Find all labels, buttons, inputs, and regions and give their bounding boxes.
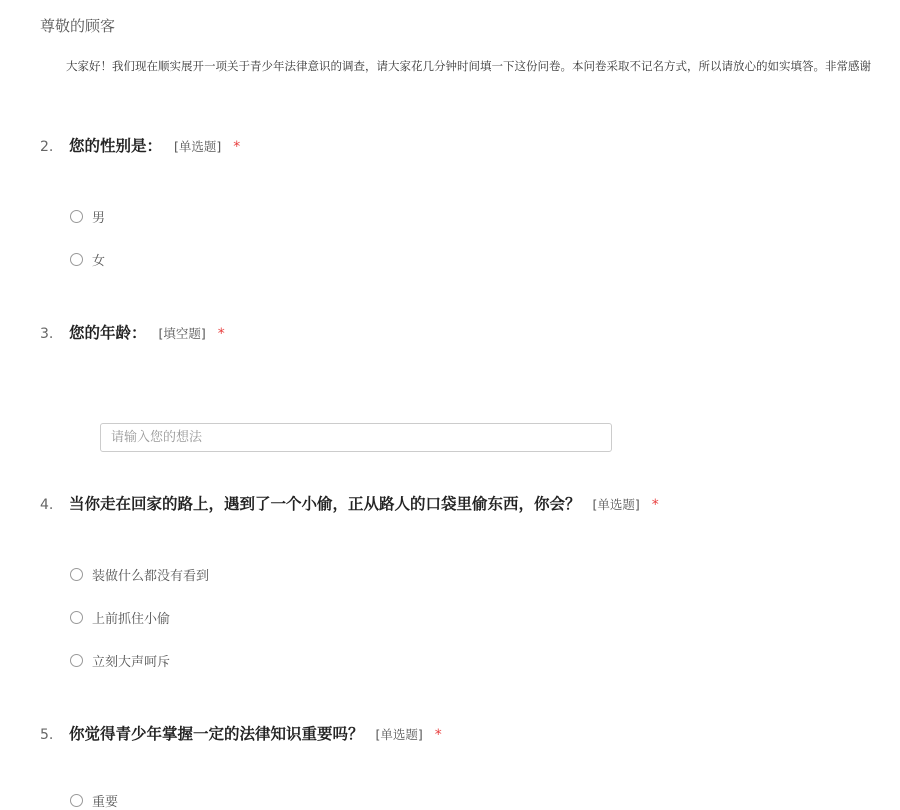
question-4-header [40, 492, 659, 516]
question-4-number: 4. [40, 497, 54, 513]
question-5-option-important[interactable] [70, 790, 118, 810]
question-5-required-mark: * [434, 727, 442, 743]
radio-icon[interactable] [70, 568, 83, 581]
question-4-option-shout[interactable] [70, 650, 170, 670]
question-4-option-ignore[interactable] [70, 564, 209, 584]
radio-icon[interactable] [70, 794, 83, 807]
age-input[interactable] [100, 423, 612, 452]
question-2-type: [单选题] [174, 139, 222, 154]
radio-icon[interactable] [70, 210, 83, 223]
question-3-title: 您的年龄： [69, 324, 147, 342]
option-label: 立刻大声呵斥 [92, 654, 171, 670]
option-label: 重要 [92, 794, 119, 810]
question-4-title: 当你走在回家的路上，遇到了一个小偷，正从路人的口袋里偷东西，你会？ [69, 495, 581, 513]
option-label: 上前抓住小偷 [92, 611, 171, 627]
radio-icon[interactable] [70, 654, 83, 667]
question-4-required-mark: * [651, 497, 659, 513]
question-4-type: [单选题] [592, 497, 640, 512]
radio-icon[interactable] [70, 253, 83, 266]
option-label: 男 [92, 210, 106, 226]
question-5-header [40, 722, 442, 746]
question-5-title: 你觉得青少年掌握一定的法律知识重要吗？ [69, 725, 364, 743]
question-2-header [40, 134, 240, 158]
radio-icon[interactable] [70, 611, 83, 624]
survey-greeting: 尊敬的顾客 [40, 17, 116, 35]
question-2-option-male[interactable] [70, 206, 105, 226]
option-label: 女 [92, 253, 106, 269]
question-5-number: 5. [40, 727, 54, 743]
question-4-option-catch[interactable] [70, 607, 170, 627]
survey-intro: 大家好！我们现在顺实展开一项关于青少年法律意识的调查，请大家花几分钟时间填一下这份问卷。本问卷采取不记名方式，所以请放心的如实填答。非常感谢 [66, 59, 871, 73]
question-3-required-mark: * [217, 326, 225, 342]
option-label: 装做什么都没有看到 [92, 568, 210, 584]
question-3-number: 3. [40, 326, 54, 342]
question-2-number: 2. [40, 139, 54, 155]
question-3-header [40, 321, 225, 345]
question-3-type: [填空题] [158, 326, 206, 341]
question-2-option-female[interactable] [70, 249, 105, 269]
question-5-type: [单选题] [375, 727, 423, 742]
question-2-required-mark: * [233, 139, 241, 155]
question-2-title: 您的性别是： [69, 137, 163, 155]
